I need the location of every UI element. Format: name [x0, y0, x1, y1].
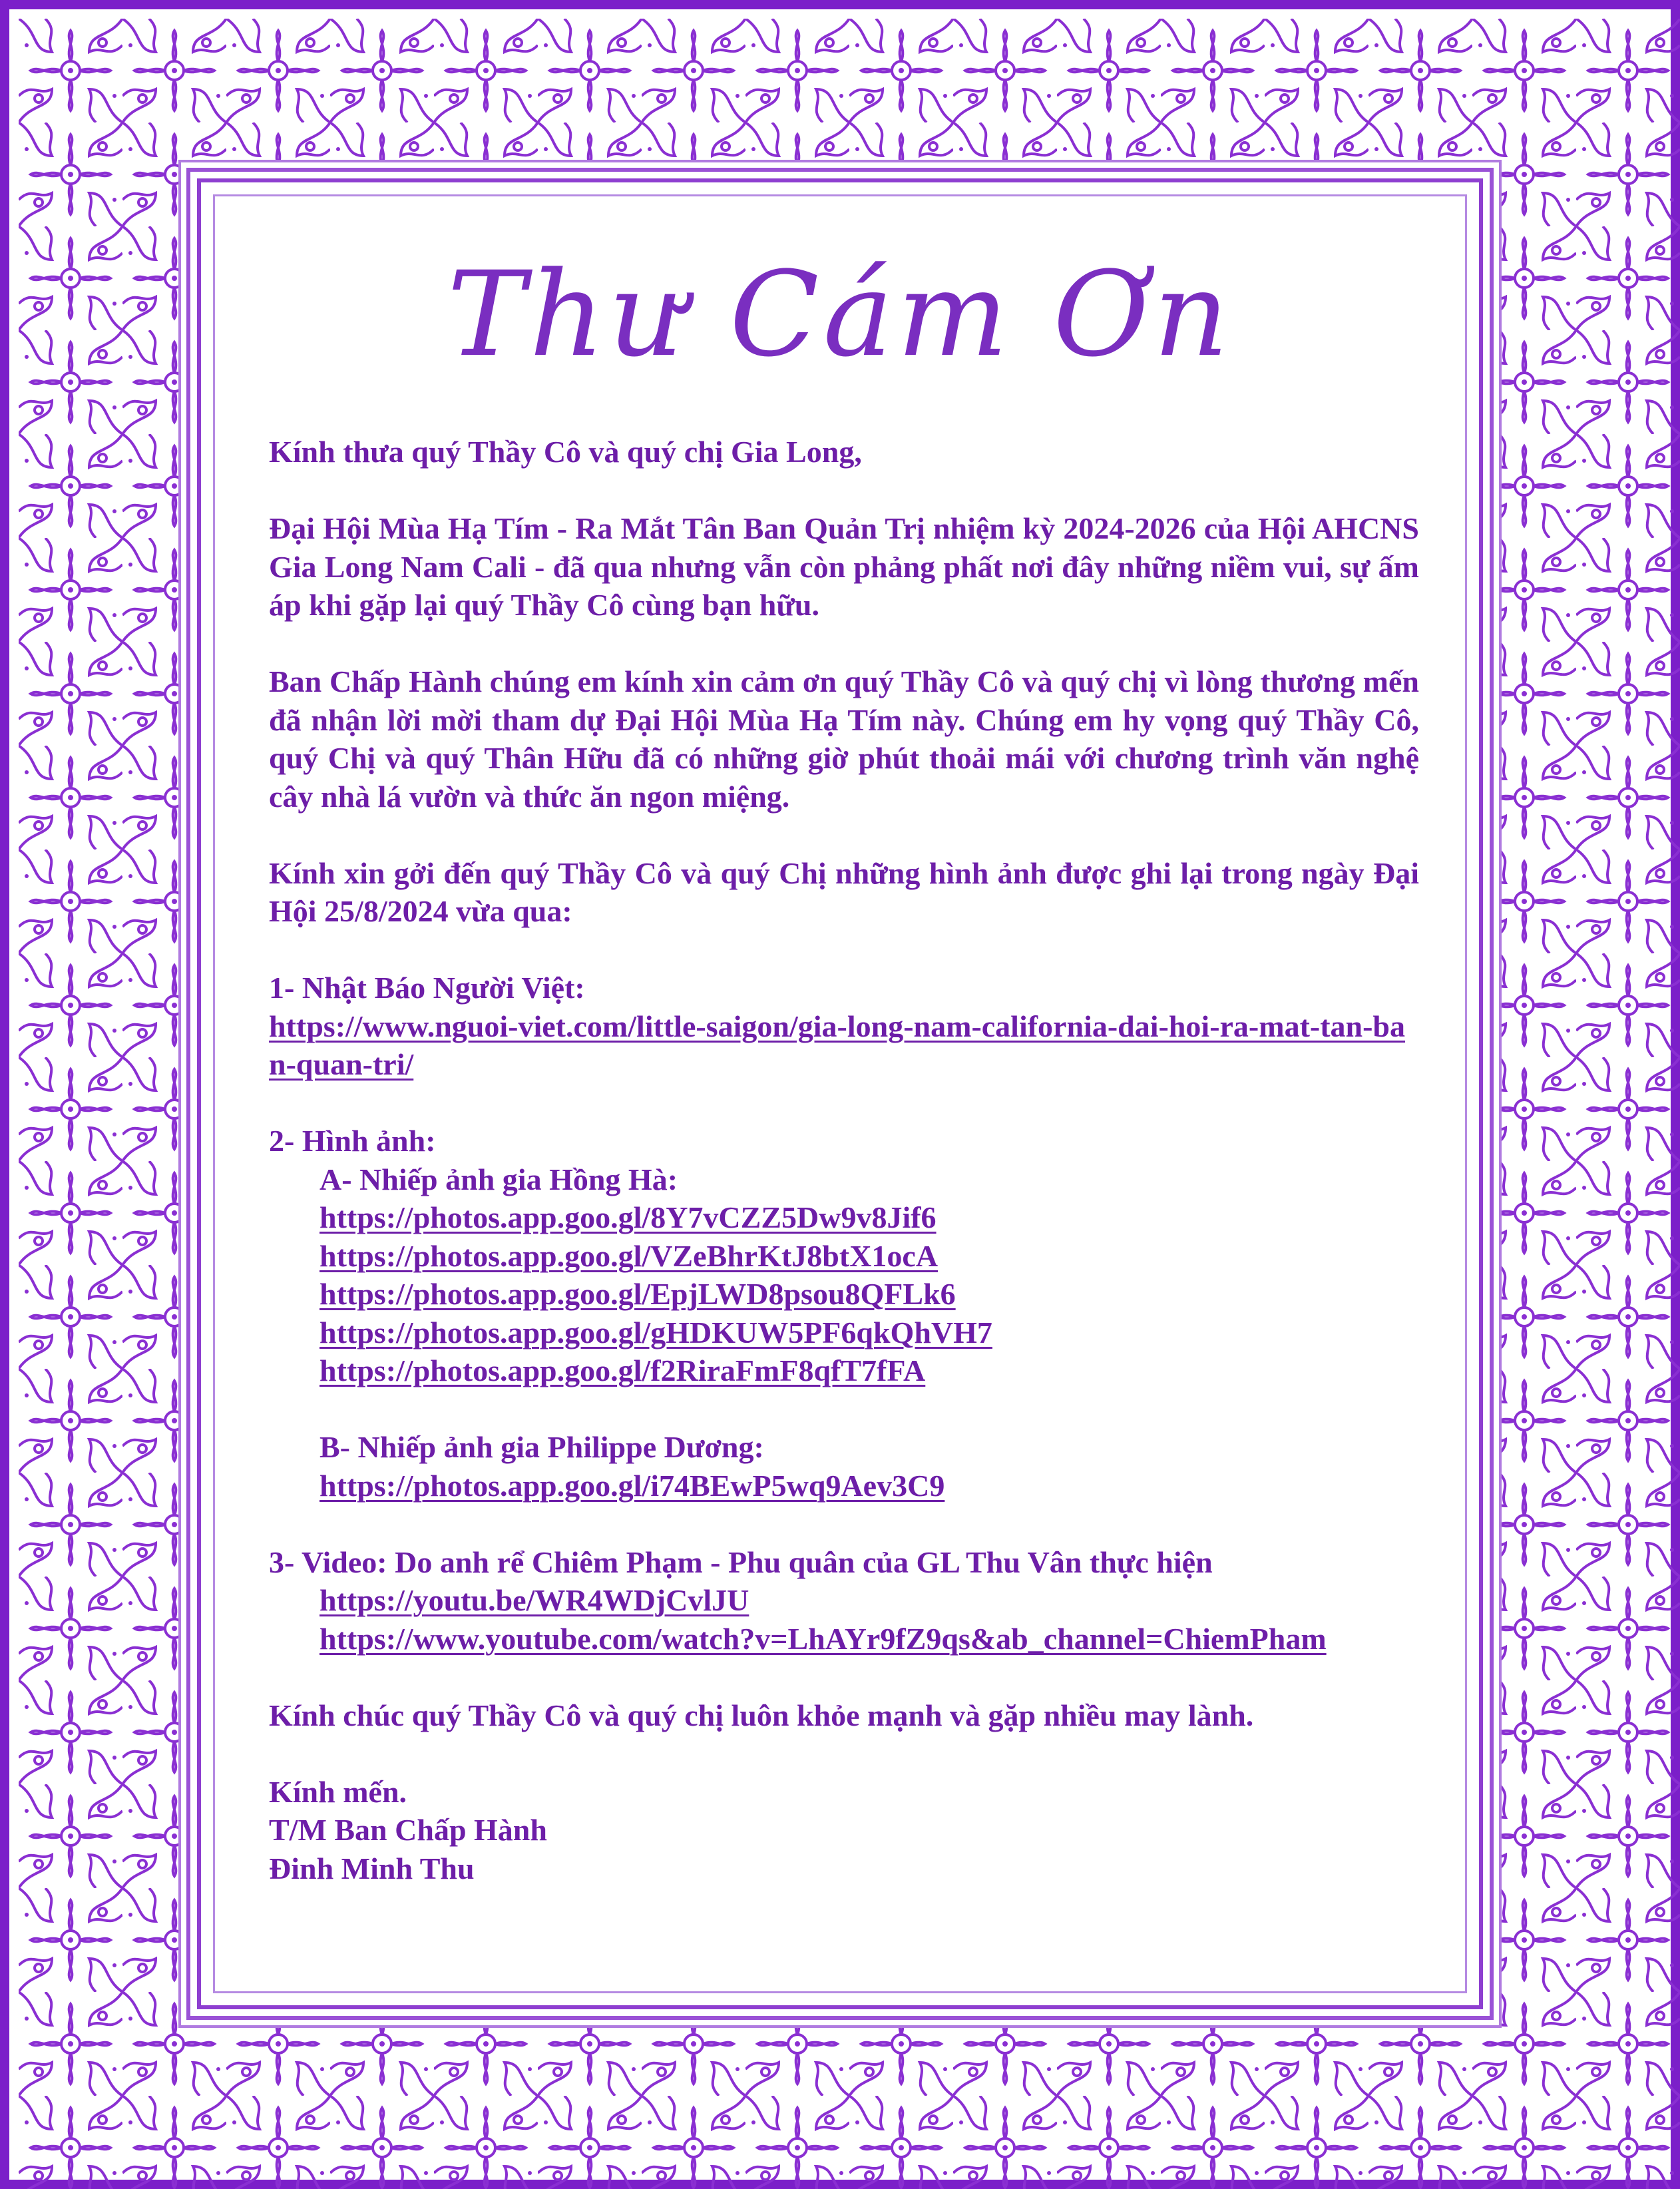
- video-link-2[interactable]: https://www.youtube.com/watch?v=LhAYr9fZ9qs&ab_channel=ChiemPham: [319, 1621, 1327, 1656]
- closing-wish: Kính chúc quý Thầy Cô và quý chị luôn khỏe mạnh và gặp nhiều may lành.: [269, 1698, 1254, 1732]
- nguoi-viet-link[interactable]: https://www.nguoi-viet.com/little-saigon/gia-long-nam-california-dai-hoi-ra-mat-tan-ban-quan-tri/: [269, 1009, 1406, 1081]
- section-3-heading: 3- Video: Do anh rể Chiêm Phạm - Phu quân của GL Thu Vân thực hiện: [269, 1545, 1213, 1579]
- group-b-heading: B- Nhiếp ảnh gia Philippe Dương:: [319, 1430, 764, 1464]
- group-a-heading: A- Nhiếp ảnh gia Hồng Hà:: [319, 1162, 678, 1196]
- paragraph-3: Kính xin gởi đến quý Thầy Cô và quý Chị những hình ảnh được ghi lại trong ngày Đại Hội 25/8/2024 vừa qua:: [269, 855, 1419, 928]
- photo-link-a4[interactable]: https://photos.app.goo.gl/gHDKUW5PF6qkQhVH7: [319, 1315, 992, 1349]
- photo-link-b1[interactable]: https://photos.app.goo.gl/i74BEwP5wq9Aev3C9: [319, 1468, 945, 1503]
- signature-salutation: Kính mến.: [269, 1774, 407, 1809]
- page-title: Thư Cám Ơn: [447, 246, 1233, 383]
- photo-link-a3[interactable]: https://photos.app.goo.gl/EpjLWD8psou8QFLk6: [319, 1277, 956, 1311]
- paragraph-2: Ban Chấp Hành chúng em kính xin cảm ơn quý Thầy Cô và quý chị vì lòng thương mến đã nhận lời mời tham dự Đại Hội Mùa Hạ Tím này. Chúng em hy vọng quý Thầy Cô, quý Chị và quý Thân Hữu đã có những giờ phút thoải mái với chương trình văn nghệ cây nhà lá vườn và thức ăn ngon miệng.: [269, 664, 1419, 814]
- photo-link-a2[interactable]: https://photos.app.goo.gl/VZeBhrKtJ8btX1ocA: [319, 1238, 939, 1273]
- signature-org: T/M Ban Chấp Hành: [269, 1813, 547, 1847]
- video-link-1[interactable]: https://youtu.be/WR4WDjCvlJU: [319, 1583, 749, 1617]
- signature-name: Đinh Minh Thu: [269, 1851, 475, 1885]
- section-1-heading: 1- Nhật Báo Người Việt:: [269, 971, 585, 1005]
- greeting: Kính thưa quý Thầy Cô và quý chị Gia Long,: [269, 435, 862, 469]
- photo-link-a1[interactable]: https://photos.app.goo.gl/8Y7vCZZ5Dw9v8Jif6: [319, 1200, 937, 1234]
- photo-link-a5[interactable]: https://photos.app.goo.gl/f2RiraFmF8qfT7fFA: [319, 1353, 926, 1387]
- section-2-heading: 2- Hình ảnh:: [269, 1124, 436, 1158]
- paragraph-1: Đại Hội Mùa Hạ Tím - Ra Mắt Tân Ban Quản Trị nhiệm kỳ 2024-2026 của Hội AHCNS Gia Long Nam Cali - đã qua nhưng vẫn còn phảng phất nơi đây những niềm vui, sự ấm áp khi gặp lại quý Thầy Cô cùng bạn hữu.: [269, 511, 1419, 622]
- letter-body: [269, 240, 1419, 1887]
